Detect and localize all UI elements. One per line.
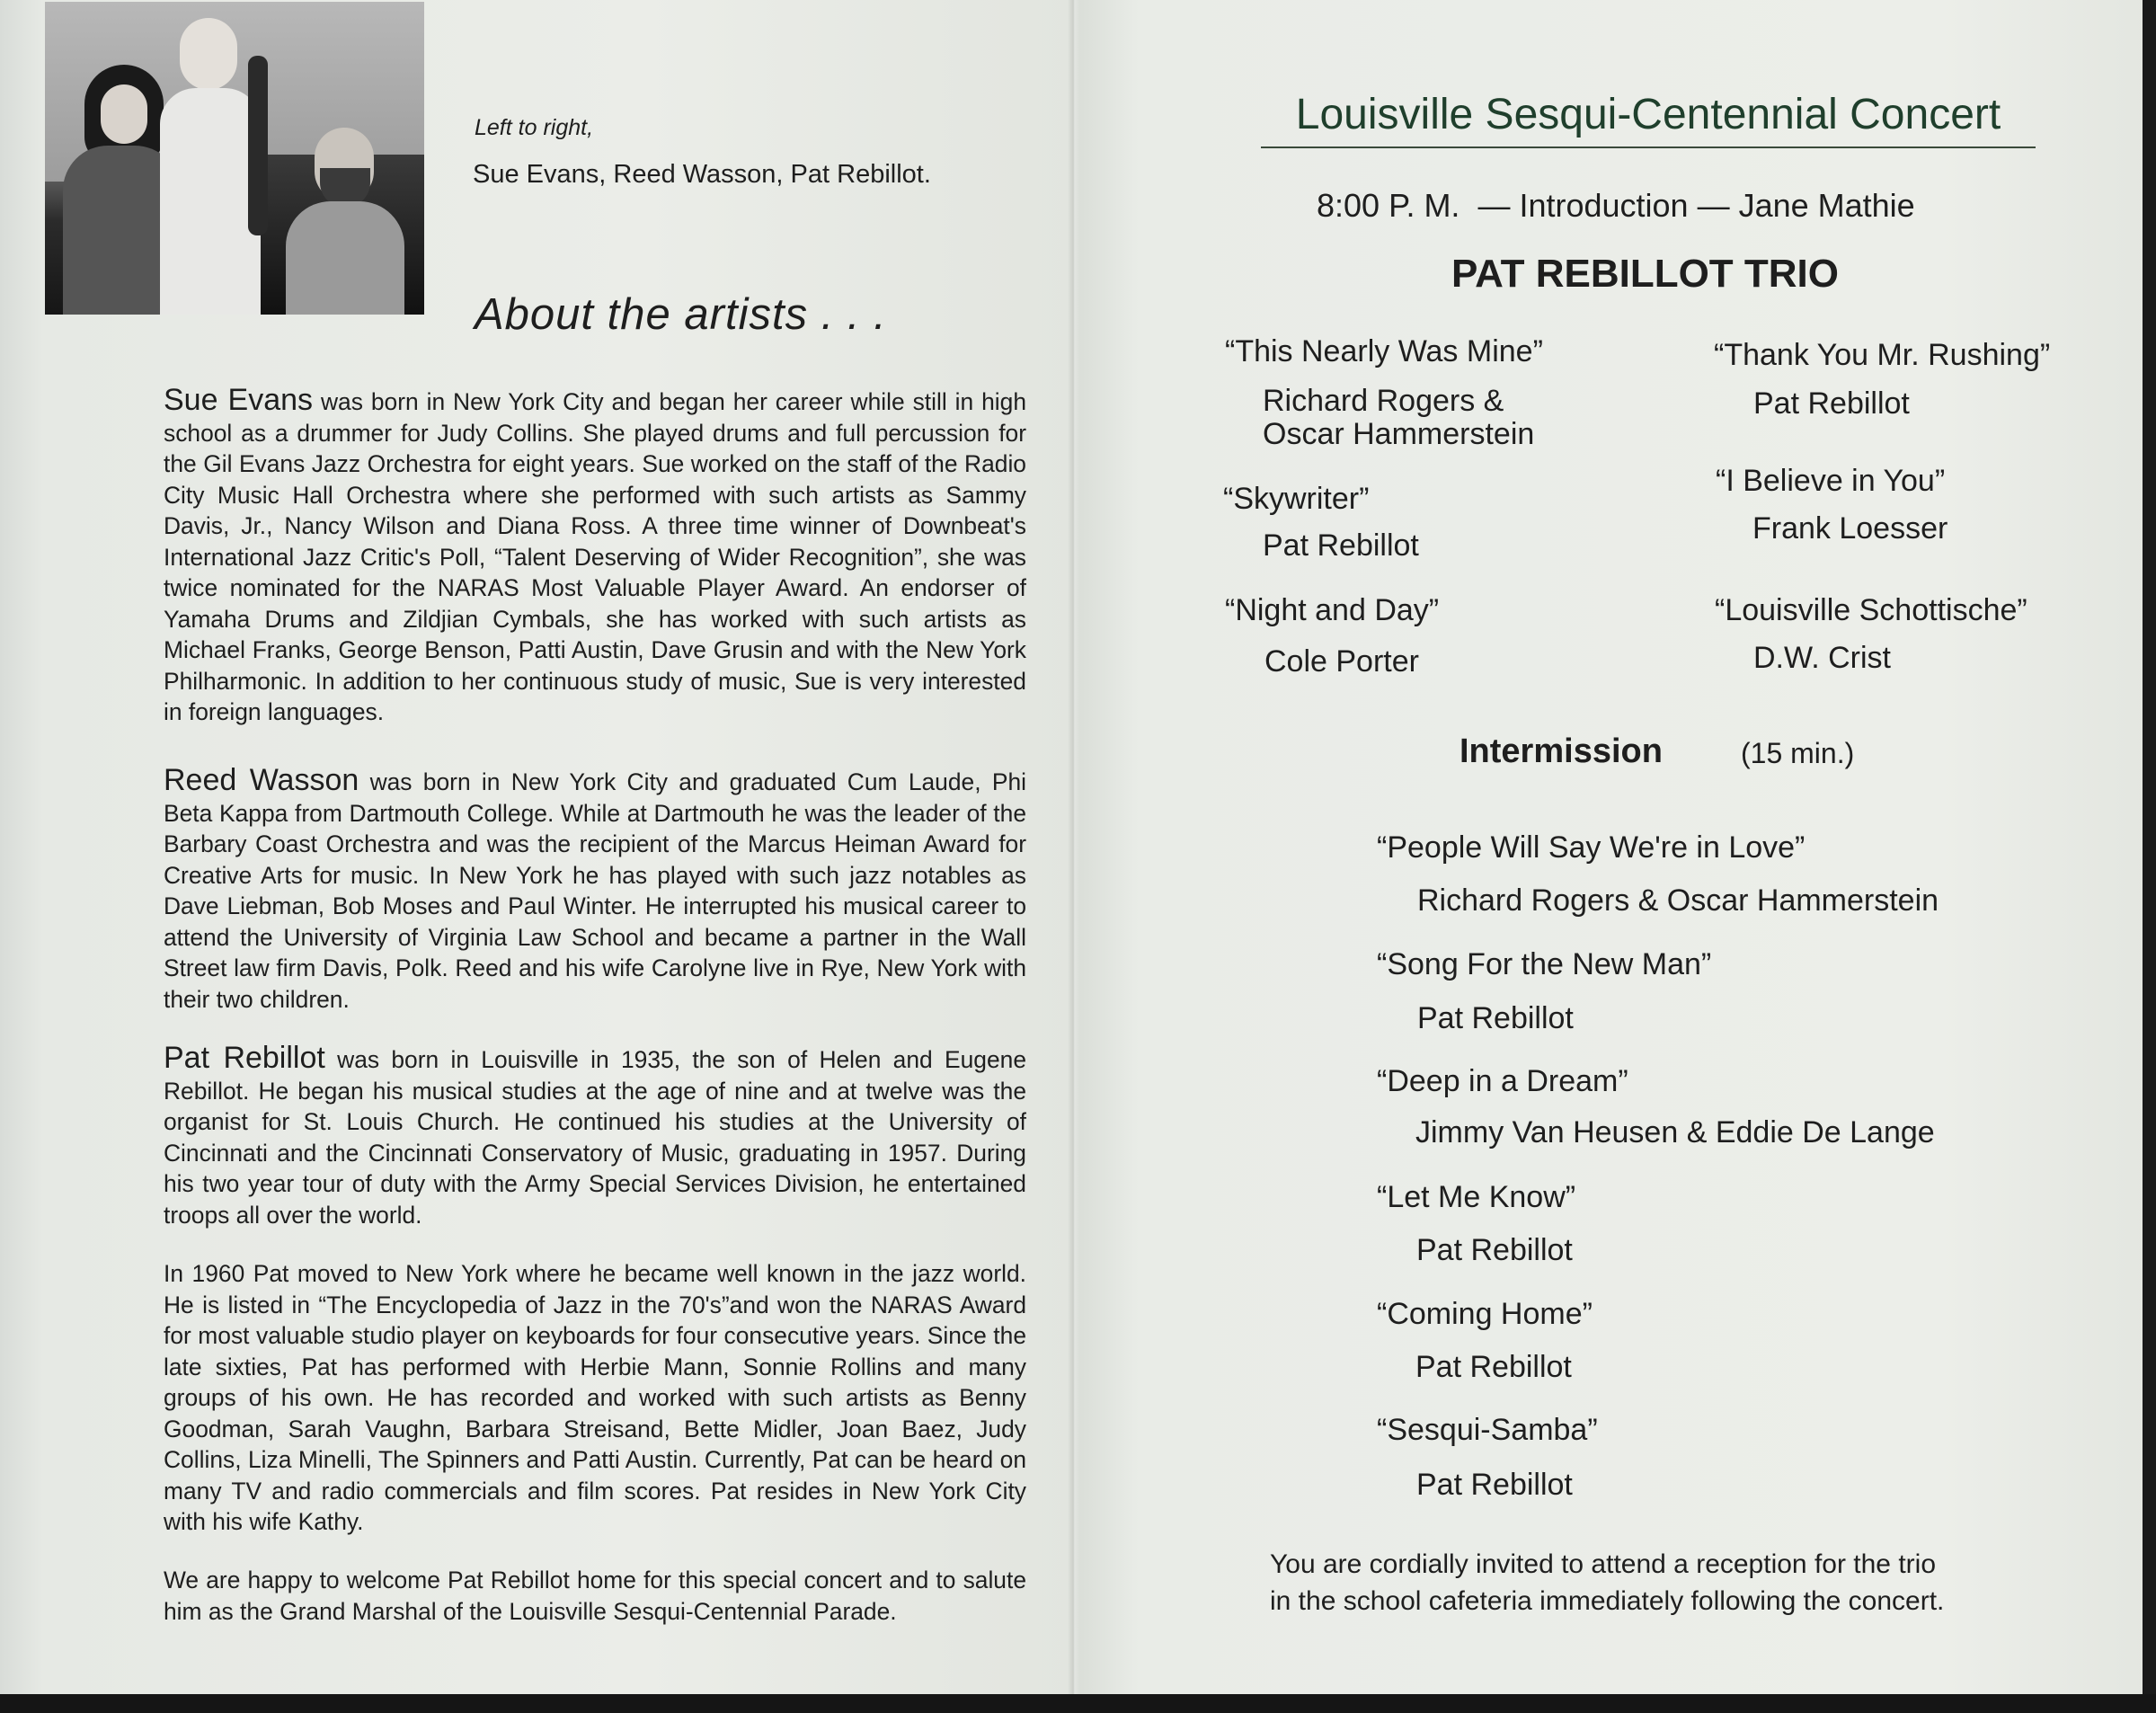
song-composer: Richard Rogers & Oscar Hammerstein xyxy=(1417,883,1939,918)
song-title: “This Nearly Was Mine” xyxy=(1225,334,1543,368)
song-composer: Oscar Hammerstein xyxy=(1263,417,1535,451)
artists-photo xyxy=(45,2,424,315)
song-composer: Pat Rebillot xyxy=(1416,1468,1573,1502)
song-composer: Pat Rebillot xyxy=(1263,528,1419,563)
song-title: “Deep in a Dream” xyxy=(1377,1064,1628,1098)
song-composer: Richard Rogers & xyxy=(1263,384,1504,418)
concert-title: Louisville Sesqui-Centennial Concert xyxy=(1261,90,2036,148)
bio-pat-rebillot xyxy=(164,1043,1026,1230)
scan-bottom-edge xyxy=(0,1694,2156,1713)
bio-pat-1960: In 1960 Pat moved to New York where he became well known in the jazz world. He is listed in “The Encyclopedia of Jazz in the 70's”and won the NARAS Award for most valuable studio player on keyboards for four consecutive years. Since the late sixties, Pat has performed with Herbie Mann, Sonnie Rollins and many groups of his own. He has recorded and worked with such artists as Benny Goodman, Sarah Vaughn, Barbara Streisand, Bette Midler, Joan Baez, Judy Collins, Liza Minelli, The Spinners and Patti Austin. Currently, Pat can be heard on many TV and radio commercials and film scores. Pat resides in New York City with his wife Kathy. xyxy=(164,1260,1026,1535)
song-composer: Frank Loesser xyxy=(1752,511,1948,546)
photo-caption-intro: Left to right, xyxy=(475,115,594,140)
trio-name: PAT REBILLOT TRIO xyxy=(1451,252,1839,296)
photo-person-right-body xyxy=(286,201,404,315)
song-title: “Let Me Know” xyxy=(1377,1180,1576,1214)
bio-sue-evans xyxy=(164,385,1026,728)
song-title: “Night and Day” xyxy=(1225,593,1440,627)
page-fold xyxy=(1068,0,1080,1713)
reception-line: You are cordially invited to attend a reception for the trio xyxy=(1270,1549,1937,1579)
intermission-label: Intermission xyxy=(1460,732,1663,770)
bio-text: was born in Louisville in 1935, the son of Helen and Eugene Rebillot. He began his musical studies at the age of nine and at twelve was the organist for St. Louis Church. He continued his studies at the University of Cincinnati and the Cincinnati Conservatory of Music, graduating in 1957. During his two year tour of duty with the Army Special Services Division, he entertained troops all over the world. xyxy=(164,1046,1026,1229)
song-title: “Coming Home” xyxy=(1377,1297,1593,1331)
song-title: “People Will Say We're in Love” xyxy=(1377,830,1806,865)
song-title: “Skywriter” xyxy=(1223,482,1370,516)
photo-person-left-face xyxy=(101,84,147,144)
song-composer: Pat Rebillot xyxy=(1417,1001,1574,1035)
bio-name: Sue Evans xyxy=(164,383,314,417)
about-heading: About the artists . . . xyxy=(475,290,887,339)
reception-note xyxy=(1270,1546,1944,1620)
song-title: “I Believe in You” xyxy=(1716,464,1946,498)
photo-bass-guitar xyxy=(248,56,268,235)
song-title: “Sesqui-Samba” xyxy=(1377,1413,1598,1447)
song-composer: Cole Porter xyxy=(1264,644,1419,679)
introduction-line: 8:00 P. M. — Introduction — Jane Mathie xyxy=(1317,187,1915,224)
song-title: “Thank You Mr. Rushing” xyxy=(1714,338,2051,372)
left-page xyxy=(0,0,1074,1713)
song-composer: Pat Rebillot xyxy=(1416,1233,1573,1267)
right-page xyxy=(1074,0,2156,1713)
song-composer: Pat Rebillot xyxy=(1753,386,1910,421)
welcome-paragraph: We are happy to welcome Pat Rebillot home for this special concert and to salute him as the Grand Marshal of the Louisville Sesqui-Centennial Parade. xyxy=(164,1567,1026,1625)
photo-person-middle-face xyxy=(180,18,237,90)
song-title: “Song For the New Man” xyxy=(1377,947,1712,981)
bio-text: was born in New York City and graduated Cum Laude, Phi Beta Kappa from Dartmouth College. While at Dartmouth he was the leader of the Barbary Coast Orchestra and was the recipient of the Marcus Heiman Award for Creative Arts for music. In New York he has played with such jazz notables as Dave Liebman, Bob Moses and Paul Winter. He interrupted his musical career to attend the University of Virginia Law School and became a partner in the Wall Street law firm Davis, Polk. Reed and his wife Carolyne live in Rye, New York with their two children. xyxy=(164,768,1026,1013)
bio-name: Pat Rebillot xyxy=(164,1041,325,1075)
intermission-duration: (15 min.) xyxy=(1741,737,1855,769)
song-composer: Jimmy Van Heusen & Eddie De Lange xyxy=(1415,1115,1935,1149)
photo-person-middle-body xyxy=(160,88,261,315)
song-composer: Pat Rebillot xyxy=(1415,1350,1572,1384)
photo-caption-names: Sue Evans, Reed Wasson, Pat Rebillot. xyxy=(473,160,931,189)
bio-reed-wasson xyxy=(164,765,1026,1015)
reception-line: in the school cafeteria immediately following the concert. xyxy=(1270,1586,1945,1616)
scan-edge xyxy=(2143,0,2156,1713)
song-composer: D.W. Crist xyxy=(1753,641,1891,675)
bio-name: Reed Wasson xyxy=(164,763,359,797)
song-title: “Louisville Schottische” xyxy=(1715,593,2027,627)
bio-text: was born in New York City and began her career while still in high school as a drummer for Judy Collins. She played drums and full percussion for the Gil Evans Jazz Orchestra for eight years. Sue worked on the staff of the Radio City Music Hall Orchestra where she performed with such artists as Sammy Davis, Jr., Nancy Wilson and Diana Ross. A three time winner of Downbeat's International Jazz Critic's Poll, “Talent Deserving of Wider Recognition”, she was twice nominated for the NARAS Most Valuable Player Award. An endorser of Yamaha Drums and Zildjian Cymbals, she has worked with such artists as Michael Franks, George Benson, Patti Austin, Dave Grusin and with the New York Philharmonic. In addition to her continuous study of music, Sue is very interested in foreign languages. xyxy=(164,388,1026,725)
